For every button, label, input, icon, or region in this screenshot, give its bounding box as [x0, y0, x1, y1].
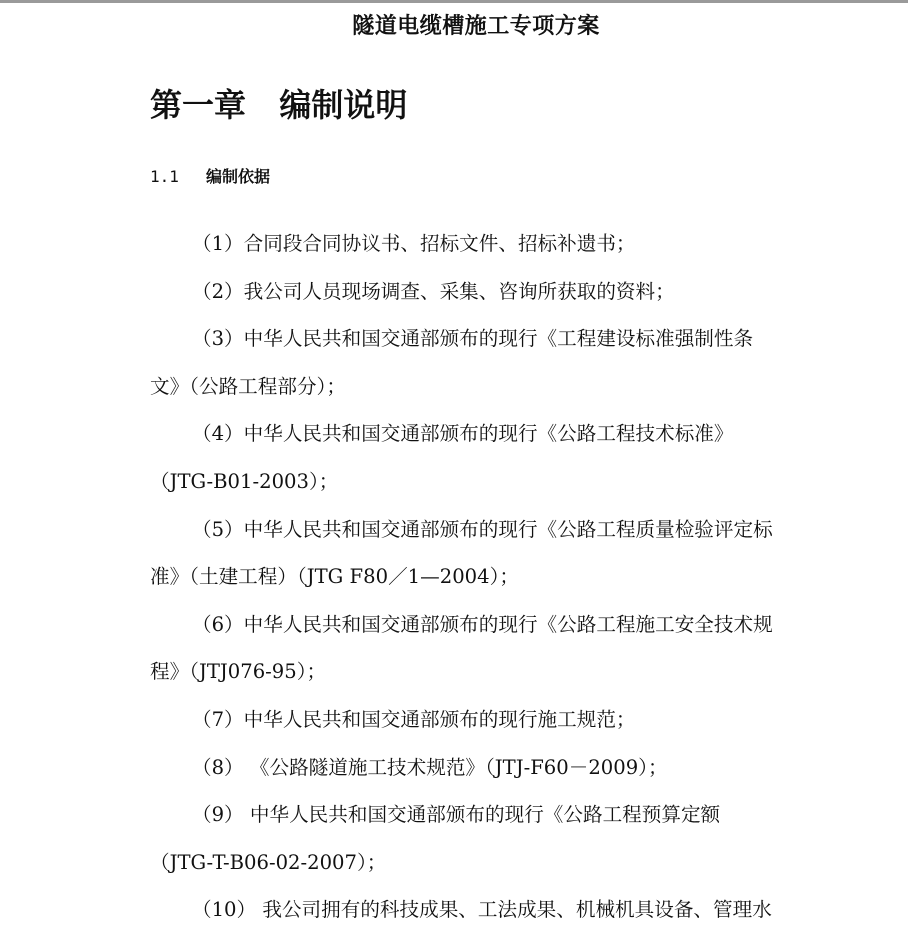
- chapter-heading: 第一章 编制说明: [150, 86, 408, 124]
- basis-item-6: （6）中华人民共和国交通部颁布的现行《公路工程施工安全技术规: [192, 612, 773, 636]
- basis-item-5-continued: 准》（土建工程）（JTG F80／1—2004）；: [150, 565, 519, 589]
- basis-item-4: （4）中华人民共和国交通部颁布的现行《公路工程技术标准》: [192, 422, 734, 446]
- basis-item-2: （2）我公司人员现场调查、采集、咨询所获取的资料；: [192, 279, 675, 303]
- section-title: 编制依据: [206, 167, 271, 186]
- basis-item-7: （7）中华人民共和国交通部颁布的现行施工规范；: [192, 707, 636, 731]
- basis-item-5: （5）中华人民共和国交通部颁布的现行《公路工程质量检验评定标: [192, 517, 773, 541]
- basis-item-9-continued: （JTG-T-B06-02-2007）；: [150, 850, 387, 874]
- section-number: 1.1: [150, 167, 179, 186]
- page-top-border: [0, 0, 908, 3]
- basis-item-3: （3）中华人民共和国交通部颁布的现行《工程建设标准强制性条: [192, 327, 754, 351]
- basis-item-10: （10） 我公司拥有的科技成果、工法成果、机械机具设备、管理水: [192, 898, 772, 922]
- basis-item-3-continued: 文》（公路工程部分）；: [150, 374, 346, 398]
- basis-item-6-continued: 程》（JTJ076-95）；: [150, 660, 327, 684]
- basis-item-1: （1）合同段合同协议书、招标文件、招标补遗书；: [192, 232, 636, 255]
- basis-item-9: （9） 中华人民共和国交通部颁布的现行《公路工程预算定额: [192, 803, 721, 827]
- section-heading: [150, 164, 270, 190]
- document-title: 隧道电缆槽施工专项方案: [352, 14, 600, 39]
- basis-item-8: （8） 《公路隧道施工技术规范》（JTJ-F60－2009）；: [192, 755, 668, 779]
- body-text: [150, 220, 810, 934]
- basis-item-4-continued: （JTG-B01-2003）；: [150, 469, 339, 493]
